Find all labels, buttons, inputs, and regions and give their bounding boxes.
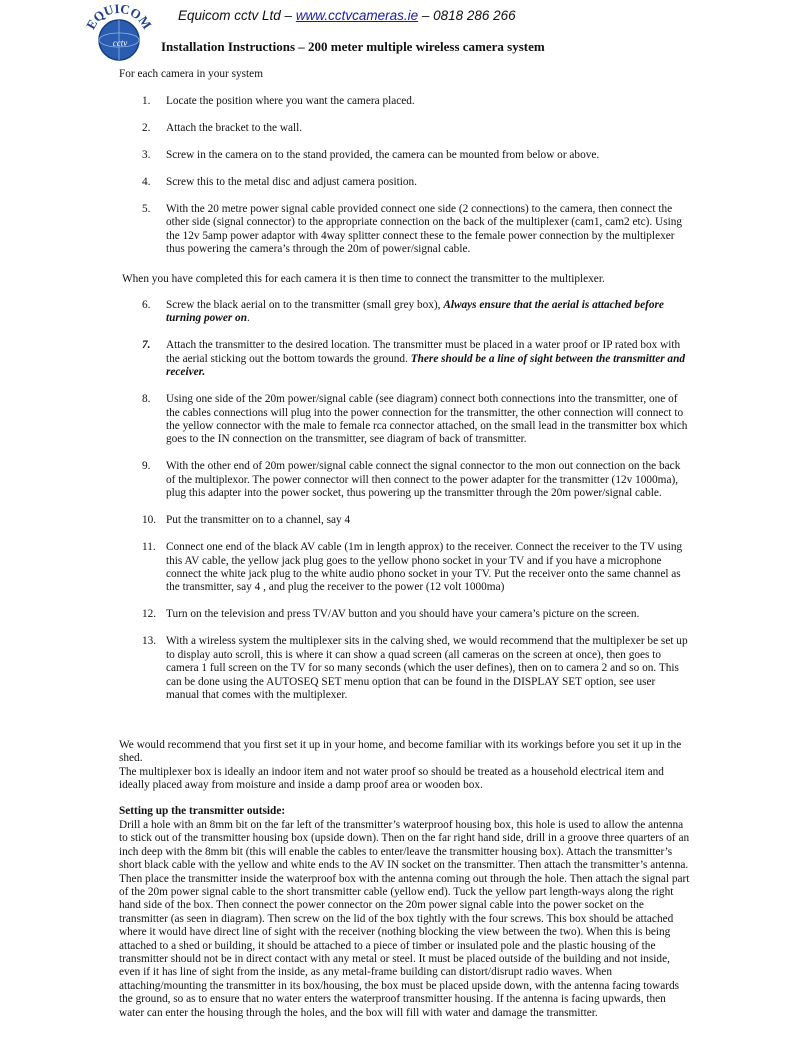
step-text: Attach the bracket to the wall. — [166, 122, 303, 134]
step-text: With the other end of 20m power/signal cable connect the signal connector to the mon out connection on the back of the multiplexor. The power connector will then connect to the power adapter for the transmitter (12v 1000ma), plug this adapter into the power socket, thus powering up the transmitter through the 20m power/signal cable. — [166, 460, 681, 500]
step-text: With a wireless system the multiplexer sits in the calving shed, we would recommend that the multiplexer be set up to display auto scroll, this is where it can show a quad screen (all cameras on the screen at once), then goes to camera 1 full screen on the TV for so many seconds (which the user defines), then on to camera 2 and so on. This can be done using the AUTOSEQ SET menu option that can be found in the DISPLAY SET option, see user manual that comes with the multiplexer. — [166, 635, 688, 702]
step-emphasis: Always ensure that the aerial is attached before turning power on — [166, 299, 664, 325]
step-number: 11. — [142, 541, 156, 554]
steps-list-part2 — [0, 299, 808, 716]
step-text: Turn on the television and press TV/AV button and you should have your camera’s picture on the screen. — [166, 608, 640, 621]
step-text: Connect one end of the black AV cable (1m in length approx) to the receiver. Connect the receiver to the TV using this AV cable, the yellow jack plug goes to the yellow phono socket in your TV and if you have a microphone connect the white jack plug to the white audio phono socket in your TV. Put the receiver onto the same channel as the transmitter, say 4 , and plug the receiver to the power (12 volt 1000ma) — [166, 541, 683, 594]
step-number: 3. — [142, 149, 151, 161]
step-number: 8. — [142, 393, 151, 406]
closing-paragraph: The multiplexer box is ideally an indoor item and not water proof so should be treated as a household electrical item and ideally placed away from moisture and inside a damp proof area or wooden box. — [119, 765, 664, 792]
list-item — [0, 393, 688, 447]
company-phone: – 0818 286 266 — [418, 8, 516, 23]
step-number: 7. — [142, 339, 151, 352]
list-item — [0, 203, 688, 257]
step-number: 5. — [142, 203, 151, 215]
step-number: 12. — [142, 608, 157, 621]
list-item — [0, 95, 688, 108]
step-text: Locate the position where you want the camera placed. — [166, 95, 415, 107]
list-item — [0, 176, 688, 189]
intro-text: For each camera in your system — [119, 68, 263, 80]
list-item — [0, 122, 688, 135]
step-number: 4. — [142, 176, 151, 188]
step-tail: . — [247, 312, 250, 325]
step-text: Using one side of the 20m power/signal cable (see diagram) connect both connections into the transmitter, one of the cables connections will plug into the power connection for the transmitter, the other connection will connect to the yellow connector with the male to female rca connector attached, on the small lead in the transmitter box which goes to the IN connection on the transmitter, see diagram of back of transmitter. — [166, 393, 688, 446]
list-item — [0, 460, 688, 500]
equicom-logo — [84, 2, 154, 64]
step-number: 2. — [142, 122, 151, 134]
list-item — [0, 608, 688, 621]
closing-notes — [119, 739, 694, 793]
step-text: With the 20 metre power signal cable provided connect one side (2 connections) to the camera, then connect the other side (signal connector) to the appropriate connection on the back of the multiplexer (cam1, cam2 etc). Using the 12v 5amp power adaptor with 4way splitter connect these to the female power connection by the multiplexer thus powering the camera’s through the 20m of power/signal cable. — [166, 203, 683, 256]
step-text: Screw in the camera on to the stand provided, the camera can be mounted from below or above. — [166, 149, 600, 161]
section-body: Drill a hole with an 8mm bit on the far left of the transmitter’s waterproof housing box, this hole is used to allow the antenna to stick out of the transmitter housing box (upside down). Then on the far right hand side, drill in a groove three quarters of an inch deep with the 8mm bit (this will enable the cables to enter/leave the transmitter housing box). Attach the transmitter’s short black cable with the yellow and white ends to the AV IN socket on the transmitter. Then attach the transmitter’s antenna. Then place the transmitter inside the waterproof box with the antenna coming out through the hole. Then attach the signal part of the 20m power signal cable to the short transmitter cable (yellow end). Tuck the yellow part length-ways along the right hand side of the box. Then connect the power connector on the 20m power signal cable into the power socket on the transmitter (as seen in diagram). Then screw on the lid of the box tightly with the four screws. This box should be attached where it would have direct line of sight with the receiver (nothing blocking the view between the two). When this is being attached to a shed or building, it should be attached to a piece of timber or insulated pole and the plastic housing of the transmitter should not be in direct contact with any metal or steel. It must be placed outside of the building and not inside, even if it has line of sight from the inside, as any metal-frame building can distort/disrupt radio waves. When attaching/mounting the transmitter in its box/housing, the box must be placed upside down, with the antenna facing towards the ground, so as to ensure that no water enters the waterproof transmitter housing. If the antenna is facing upwards, then water can enter the housing through the holes, and the box will fill with water and damage the transmitter. — [119, 819, 690, 1019]
step-number: 10. — [142, 514, 157, 527]
closing-paragraph: We would recommend that you first set it up in your home, and become familiar with its workings before you set it up in the shed. — [119, 739, 682, 765]
step-number: 1. — [142, 95, 151, 107]
logo-sub-text: cctv — [112, 38, 128, 48]
step-number: 9. — [142, 460, 151, 473]
step-text: Attach the transmitter to the desired location. The transmitter must be placed in a water proof or IP rated box with the aerial sticking out the bottom towards the ground. — [166, 339, 681, 365]
page-title: Installation Instructions – 200 meter multiple wireless camera system — [161, 39, 545, 54]
step-number: 13. — [142, 635, 157, 648]
list-item — [0, 514, 688, 527]
company-name: Equicom cctv Ltd – — [178, 8, 296, 23]
list-item — [0, 149, 688, 162]
step-text: Put the transmitter on to a channel, say 4 — [166, 514, 351, 527]
step-text: Screw this to the metal disc and adjust camera position. — [166, 176, 417, 188]
steps-list-part1 — [0, 95, 808, 270]
list-item — [0, 635, 688, 702]
transition-text: When you have completed this for each camera it is then time to connect the transmitter to the multiplexer. — [122, 273, 605, 285]
step-emphasis: There should be a line of sight between the transmitter and receiver. — [166, 352, 686, 379]
list-item — [0, 339, 688, 379]
logo-brand-text: EQUICOM — [84, 2, 154, 32]
section-heading: Setting up the transmitter outside: — [119, 805, 286, 817]
step-number: 6. — [142, 299, 151, 311]
list-item — [0, 299, 688, 326]
company-header — [178, 8, 516, 23]
list-item — [0, 541, 688, 595]
website-link[interactable]: www.cctvcameras.ie — [295, 8, 419, 23]
step-text: Screw the black aerial on to the transmitter (small grey box), — [166, 299, 444, 311]
